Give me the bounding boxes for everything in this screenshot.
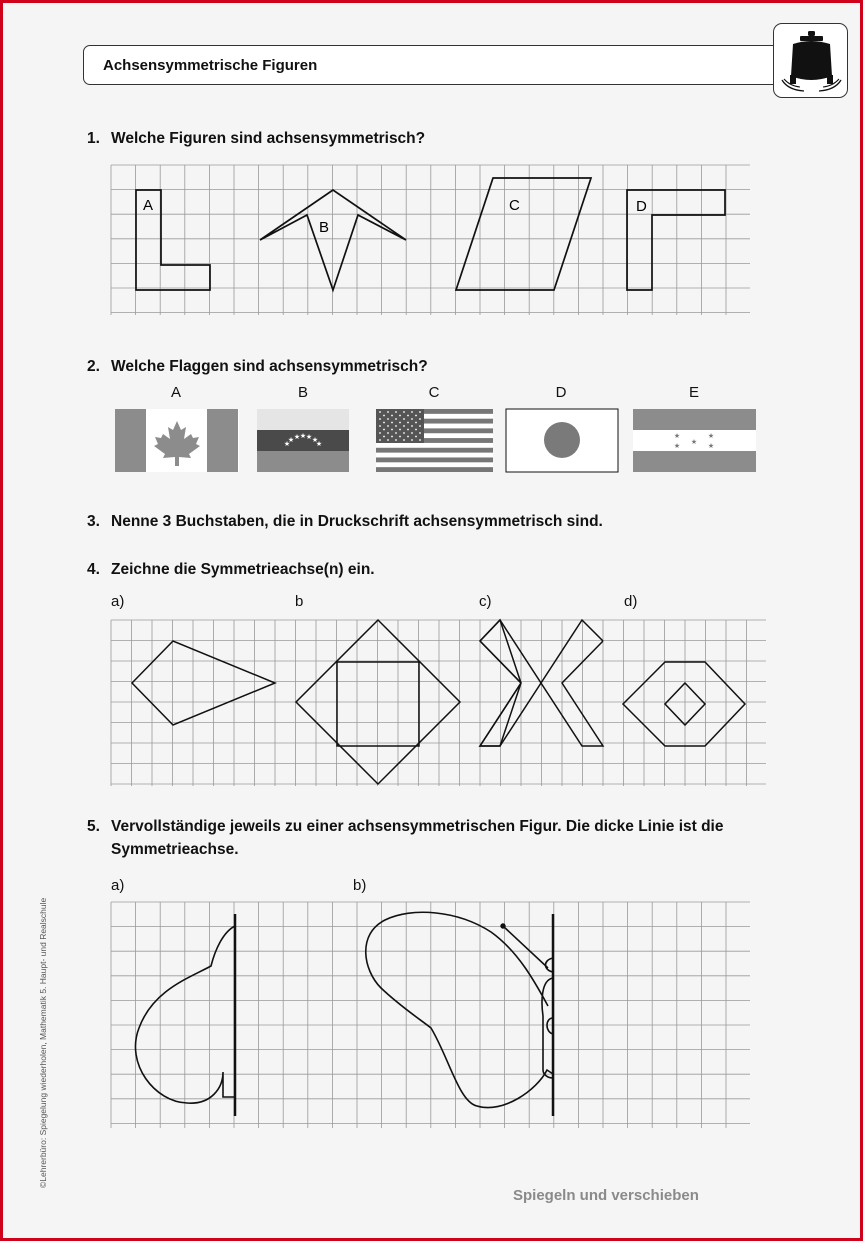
flag-label: A — [170, 384, 181, 401]
flag-stripe — [376, 448, 493, 453]
flag-star — [415, 415, 417, 417]
flag-stripe — [376, 467, 493, 472]
question-text: Vervollständige jeweils zu einer achsensymmetrischen Figur. Die dicke Linie ist die — [111, 818, 724, 835]
question-5 — [87, 815, 787, 861]
question-2 — [87, 355, 787, 378]
question-text: Welche Flaggen sind achsensymmetrisch? — [111, 358, 428, 375]
flag-star — [419, 432, 421, 434]
question-1 — [87, 127, 787, 150]
flag-label: B — [297, 384, 308, 401]
symmetry-figures-grid — [111, 620, 767, 788]
svg-text:★: ★ — [283, 440, 291, 448]
flag-label: C — [428, 384, 440, 401]
flag-a-canada — [115, 409, 239, 472]
flag-star — [379, 425, 381, 427]
flag-d-japan — [506, 409, 618, 472]
butterfly-antenna — [503, 926, 548, 968]
flag-label: D — [555, 384, 567, 401]
svg-text:★: ★ — [673, 432, 681, 440]
sublabel: d) — [624, 593, 638, 610]
figure-b-arrow — [260, 190, 406, 290]
question-4 — [87, 558, 787, 581]
flag-star — [387, 425, 389, 427]
flag-star — [407, 429, 409, 431]
footer-title: Spiegeln und verschieben — [513, 1187, 699, 1204]
flag-e-honduras — [633, 409, 756, 472]
flag-star — [403, 411, 405, 413]
flag-star — [415, 422, 417, 424]
svg-text:★: ★ — [673, 442, 681, 450]
flag-star — [379, 418, 381, 420]
flag-star — [411, 425, 413, 427]
sublabel: a) — [111, 593, 125, 610]
flag-c-usa — [376, 409, 493, 472]
flag-star — [419, 439, 421, 441]
flag-star — [379, 439, 381, 441]
flag-star — [387, 432, 389, 434]
question-text-cont: Symmetrieachse. — [111, 841, 239, 858]
flag-star — [387, 418, 389, 420]
flag-star — [419, 418, 421, 420]
svg-text:★: ★ — [707, 442, 715, 450]
flag-star — [399, 436, 401, 438]
flag-b-venezuela — [257, 409, 349, 472]
flag-star — [395, 432, 397, 434]
flag-star — [403, 418, 405, 420]
question-text: Zeichne die Symmetrieachse(n) ein. — [111, 561, 375, 578]
question-text: Welche Figuren sind achsensymmetrisch? — [111, 130, 426, 147]
sublabel: a) — [111, 877, 125, 894]
svg-text:★: ★ — [315, 440, 323, 448]
question-number: 2. — [87, 358, 100, 375]
figure-4d-hexagon — [623, 662, 745, 746]
copyright-sidebar: ©Lehrerbüro: Spiegelung wiederholen, Mathematik 5. Haupt- und Realschule — [38, 897, 48, 1188]
svg-text:★: ★ — [311, 436, 319, 444]
flag-star — [415, 429, 417, 431]
flag-star — [399, 429, 401, 431]
figure-label: C — [509, 197, 520, 214]
sublabel: c) — [479, 593, 492, 610]
flag-star — [403, 439, 405, 441]
page-title: Achsensymmetrische Figuren — [103, 57, 318, 74]
sublabel: b) — [353, 877, 367, 894]
flag-star — [407, 415, 409, 417]
flag-star — [411, 439, 413, 441]
figure-label: A — [143, 197, 154, 214]
completion-grid — [111, 902, 751, 1130]
figures-grid — [111, 165, 751, 317]
question-number: 4. — [87, 561, 100, 578]
svg-text:★: ★ — [299, 432, 307, 440]
half-heart — [135, 926, 235, 1103]
flag-star — [403, 425, 405, 427]
figure-4c-left — [480, 620, 541, 746]
figure-4c-shape — [480, 620, 541, 746]
flag-star — [399, 422, 401, 424]
flag-star — [391, 422, 393, 424]
flag-star — [415, 436, 417, 438]
flag-star — [383, 415, 385, 417]
svg-text:★: ★ — [707, 432, 715, 440]
flag-star — [387, 439, 389, 441]
svg-text:★: ★ — [287, 436, 295, 444]
flag-star — [411, 411, 413, 413]
logo — [773, 23, 848, 98]
flag-star — [395, 439, 397, 441]
flag-star — [395, 425, 397, 427]
svg-text:★: ★ — [305, 433, 313, 441]
sublabel: b — [295, 593, 304, 610]
flag-star — [383, 429, 385, 431]
flag-star — [391, 415, 393, 417]
flag-star — [379, 411, 381, 413]
flag-star — [391, 429, 393, 431]
svg-text:★: ★ — [690, 438, 698, 446]
flag-star — [383, 436, 385, 438]
flag-star — [395, 411, 397, 413]
pot-with-hands-icon — [774, 24, 849, 99]
title-box — [83, 45, 793, 85]
question-text: Nenne 3 Buchstaben, die in Druckschrift achsensymmetrisch sind. — [111, 513, 603, 530]
half-butterfly-wing — [366, 912, 553, 1107]
flag-label: E — [688, 384, 699, 401]
flag-star — [407, 436, 409, 438]
flag-star — [419, 411, 421, 413]
flag-star — [379, 432, 381, 434]
flag-star — [403, 432, 405, 434]
question-number: 5. — [87, 818, 100, 835]
flag-star — [419, 425, 421, 427]
flag-star — [411, 432, 413, 434]
figure-4a-kite — [132, 641, 275, 725]
figure-label: B — [319, 219, 330, 236]
question-number: 1. — [87, 130, 100, 147]
flag-star — [387, 411, 389, 413]
question-number: 3. — [87, 513, 100, 530]
question-3 — [87, 510, 787, 533]
flag-star — [411, 418, 413, 420]
figure-c-parallelogram — [456, 178, 591, 290]
flag-star — [399, 415, 401, 417]
svg-text:★: ★ — [293, 433, 301, 441]
figure-4b-square — [337, 662, 419, 746]
flag-star — [407, 422, 409, 424]
flag-star — [395, 418, 397, 420]
flag-star — [391, 436, 393, 438]
flag-star — [383, 422, 385, 424]
flags-row — [113, 408, 758, 474]
figure-label: D — [636, 198, 647, 215]
flag-stripe — [376, 457, 493, 462]
